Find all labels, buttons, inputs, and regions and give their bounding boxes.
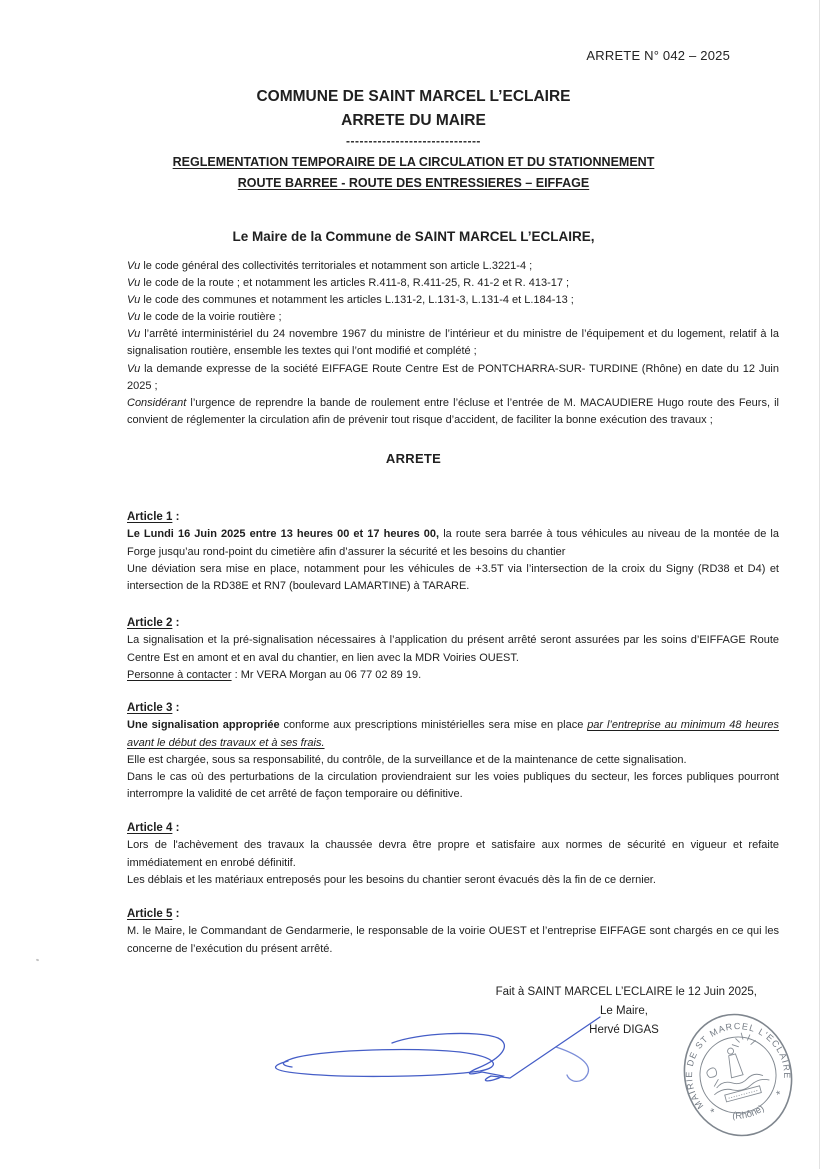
recital-line: Vu le code de la route ; et notamment les articles R.411-8, R.411-25, R. 41-2 et R. 413-17 ; <box>127 277 570 290</box>
article-3-heading: Article 3 : <box>127 702 180 714</box>
article-3 <box>127 700 779 804</box>
recital-line: Vu la demande expresse de la société EIFFAGE Route Centre Est de PONTCHARRA-SUR- TURDINE (Rhône) en date du 12 Juin 2025 ; <box>127 362 779 392</box>
recital-line: Vu le code de la voirie routière ; <box>127 311 282 324</box>
subject-heading <box>0 152 827 194</box>
recital-line: Considérant l’urgence de reprendre la bande de roulement entre l’écluse et l’entrée de M. MACAUDIERE Hugo route des Feurs, il convient de réglementer la circulation afin de prévenir tout risque d’accident, de faciliter la bonne exécution des travaux ; <box>127 396 779 426</box>
article-5 <box>127 906 779 958</box>
article-2-contact-line: Personne à contacter : Mr VERA Morgan au 06 77 02 89 19. <box>127 668 422 681</box>
recital-line: Vu le code général des collectivités territoriales et notamment son article L.3221-4 ; <box>127 260 533 272</box>
recital-line: Vu le code des communes et notamment les articles L.131-2, L.131-3, L.131-4 et L.184-13 ; <box>127 294 574 307</box>
municipal-stamp <box>676 1008 800 1142</box>
article-4 <box>127 820 779 889</box>
article-4-paragraph: Lors de l'achèvement des travaux la chaussée devra être propre et satisfaire aux normes de sécurité en vigueur et refaite immédiatement en enrobé définitif. <box>127 839 779 869</box>
signature-lower-loop <box>276 1050 494 1077</box>
article-1-paragraph: Le Lundi 16 Juin 2025 entre 13 heures 00 et 17 heures 00, la route sera barrée à tous véhicules au niveau de la montée de la Forge jusqu’au rond-point du cimetière afin d’assurer la sécurité et les besoins du chantier <box>127 528 779 558</box>
article-4-heading: Article 4 : <box>127 822 180 834</box>
salutation-line: Le Maire de la Commune de SAINT MARCEL L’ECLAIRE, <box>232 229 595 244</box>
decree-number: ARRETE N° 042 – 2025 <box>586 48 730 63</box>
document-title <box>0 85 827 133</box>
svg-text:(Rhône) <box>729 1102 767 1125</box>
article-4-paragraph: Les déblais et les matériaux entreposés pour les besoins du chantier seront évacués dès la fin de ce dernier. <box>127 873 656 886</box>
article-2-paragraph: La signalisation et la pré-signalisation nécessaires à l’application du présent arrêté seront assurées par les soins d’EIFFAGE Route Centre Est en amont et en aval du chantier, en lien avec la MDR Voiries OUEST. <box>127 634 779 664</box>
recital-line: Vu l’arrêté interministériel du 24 novembre 1967 du ministre de l’intérieur et du ministre de l’équipement et du logement, relatif à la signalisation routière, ensemble les textes qui l’ont modifié et complété ; <box>127 328 779 358</box>
stamp-ring-text: MAIRIE DE ST MARCEL L'ECLAIRE <box>683 1021 793 1111</box>
subject-line-1: REGLEMENTATION TEMPORAIRE DE LA CIRCULATION ET DU STATIONNEMENT <box>172 155 655 169</box>
signatory-name: Hervé DIGAS <box>589 1023 659 1036</box>
article-3-paragraph: Dans le cas où des perturbations de la circulation proviendraient sur les voies publiques du secteur, les forces publiques pourront interrompre la validité de cet arrêté de façon temporaire ou définitive. <box>127 771 779 801</box>
document-type-line: ARRETE DU MAIRE <box>341 112 486 129</box>
article-1 <box>127 509 779 595</box>
scan-edge-artifact <box>819 0 820 1169</box>
article-2-heading: Article 2 : <box>127 617 180 629</box>
article-1-heading: Article 1 : <box>127 511 180 523</box>
stamp-star-left: * <box>709 1106 717 1120</box>
article-1-paragraph: Une déviation sera mise en place, notamment pour les véhicules de +3.5T via l’intersection de la croix du Signy (RD38 et D4) et intersection de la RD38E et RN7 (boulevard LAMARTINE) à TARARE. <box>127 562 779 593</box>
mayor-signature <box>240 1005 620 1105</box>
article-3-paragraph: Elle est chargée, sous sa responsabilité, du contrôle, de la surveillance et de la maintenance de cette signalisation. <box>127 753 687 766</box>
dashed-separator: ------------------------------ <box>346 134 481 148</box>
scan-speck-artifact <box>36 959 40 962</box>
article-5-paragraph: M. le Maire, le Commandant de Gendarmerie, le responsable de la voirie OUEST et l’entreprise EIFFAGE sont chargés en ce qui les concerne de l’exécution du présent arrêté. <box>127 925 779 955</box>
signature-upper-loop <box>392 1017 600 1081</box>
commune-title-line: COMMUNE DE SAINT MARCEL L’ECLAIRE <box>256 88 571 105</box>
decree-heading: ARRETE <box>385 451 442 466</box>
article-5-heading: Article 5 : <box>127 908 180 920</box>
signatory-role: Le Maire, <box>600 1004 648 1017</box>
stamp-department-text: (Rhône) <box>731 1103 767 1122</box>
article-3-paragraph: Une signalisation appropriée conforme aux prescriptions ministérielles sera mise en place par l’entreprise au minimum 48 heures avant le début des travaux et à ses frais. <box>127 719 779 749</box>
recitals-block <box>127 258 779 429</box>
subject-line-2: ROUTE BARREE - ROUTE DES ENTRESSIERES – EIFFAGE <box>237 176 590 190</box>
signature-right-hook <box>556 1047 588 1081</box>
place-date-line: Fait à SAINT MARCEL L’ECLAIRE le 12 Juin 2025, <box>495 986 757 998</box>
stamp-star-right: * <box>775 1088 783 1102</box>
article-2 <box>127 615 779 684</box>
